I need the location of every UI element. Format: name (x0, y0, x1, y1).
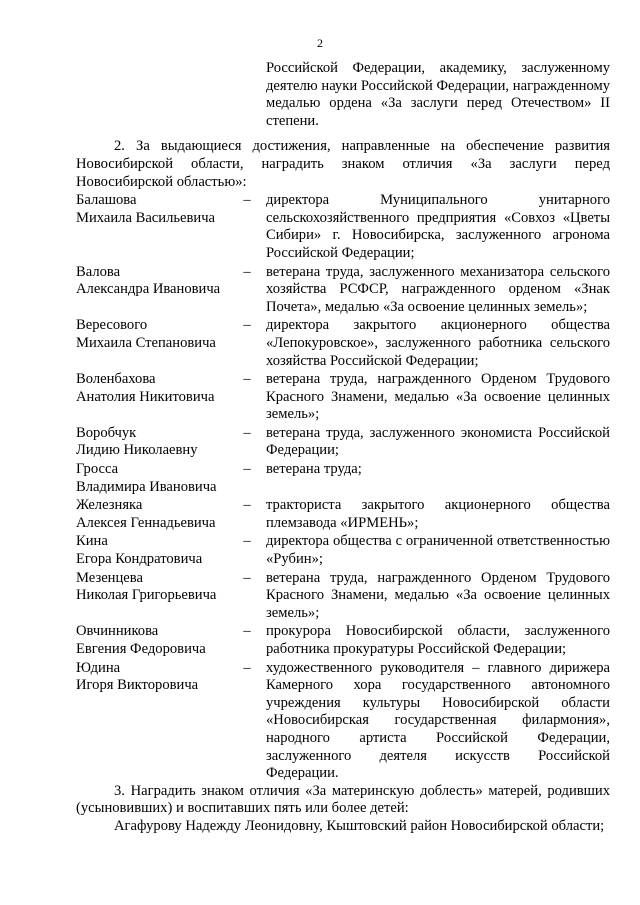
entry-dash: – (243, 192, 251, 209)
awardee-name (76, 461, 228, 496)
awardee-description: ветерана труда, заслуженного механизатора сельского хозяйства РСФСР, награжденного орденом «Знак Почета», медалью «За освоение целинных земель»; (266, 263, 610, 315)
awardee-entry (76, 623, 610, 658)
awardee-entry (76, 570, 610, 623)
awardee-name (76, 264, 228, 299)
awardee-name (76, 570, 228, 605)
entry-dash: – (243, 569, 251, 586)
awardee-name (76, 660, 228, 695)
awardee-list (76, 192, 610, 783)
awardee-description: ветерана труда, заслуженного экономиста Российской Федерации; (266, 424, 610, 459)
awardee-given-name: Михаила Васильевича (76, 209, 216, 226)
awardee-entry (76, 192, 610, 262)
awardee-given-name: Михаила Степановича (76, 334, 216, 351)
entry-dash: – (243, 317, 251, 334)
awardee-name (76, 425, 228, 460)
awardee-name (76, 371, 228, 406)
section-2-paragraph: 2. За выдающиеся достижения, направленные на обеспечение развития Новосибирской области, наградить знаком отличия «За заслуги перед Новосибирской областью»: (76, 138, 610, 190)
awardee-name (76, 317, 228, 352)
awardee-description: художественного руководителя – главного дирижера Камерного хора государственного автономного учреждения культуры Новосибирской области «Новосибирская государственная филармония», народного артиста Российской Федерации, заслуженного деятеля искусств Российской Федерации. (266, 659, 610, 782)
awardee-given-name: Алексея Геннадьевича (76, 514, 216, 531)
awardee-given-name: Лидию Николаевну (76, 442, 198, 459)
awardee-entry (76, 461, 610, 496)
awardee-entry (76, 425, 610, 460)
entry-dash: – (243, 659, 251, 676)
awardee-entry (76, 533, 610, 568)
awardee-description: прокурора Новосибирской области, заслуженного работника прокуратуры Российской Федерации; (266, 623, 610, 657)
awardee-given-name: Анатолия Никитовича (76, 388, 215, 405)
section-3-paragraph: 3. Наградить знаком отличия «За материнскую доблесть» матерей, родивших (усыновивших) и воспитавших пять или более детей: (76, 782, 610, 817)
awardee-surname: Юдина (76, 659, 121, 676)
awardee-surname: Железняка (76, 497, 143, 514)
awardee-given-name: Игоря Викторовича (76, 677, 199, 694)
awardee-surname: Балашова (76, 192, 137, 209)
awardee-given-name: Николая Григорьевича (76, 587, 217, 604)
awardee-entry (76, 317, 610, 370)
awardee-surname: Гросса (76, 461, 119, 478)
awardee-description: ветерана труда; (266, 461, 362, 478)
awardee-name (76, 623, 228, 658)
awardee-surname: Кина (76, 533, 108, 550)
entry-dash: – (243, 497, 251, 514)
awardee-description: директора общества с ограниченной ответственностью «Рубин»; (266, 533, 610, 568)
awardee-surname: Вересового (76, 317, 148, 334)
awardee-description: ветерана труда, награжденного Орденом Трудового Красного Знамени, медалью «За освоение целинных земель»; (266, 569, 610, 621)
awardee-name (76, 192, 228, 227)
awardee-surname: Воробчук (76, 424, 137, 441)
continuation-paragraph: Российской Федерации, академику, заслуженному деятелю науки Российской Федерации, награжденному медалью ордена «За заслуги перед Отечеством» II степени. (266, 60, 610, 129)
awardee-surname: Мезенцева (76, 569, 143, 586)
entry-dash: – (243, 461, 251, 478)
awardee-name (76, 533, 228, 568)
entry-dash: – (243, 424, 251, 441)
awardee-description: директора закрытого акционерного общества «Лепокуровское», заслуженного работника сельского хозяйства Российской Федерации; (266, 317, 610, 369)
awardee-given-name: Александра Ивановича (76, 281, 221, 298)
awardee-given-name: Егора Кондратовича (76, 551, 203, 568)
awardee-entry (76, 264, 610, 317)
awardee-description: тракториста закрытого акционерного общества племзавода «ИРМЕНЬ»; (266, 497, 610, 531)
awardee-surname: Валова (76, 263, 121, 280)
awardee-entry (76, 371, 610, 424)
awardee-surname: Овчинникова (76, 623, 159, 640)
document-body (76, 60, 610, 836)
awardee-description: директора Муниципального унитарного сельскохозяйственного предприятия «Совхоз «Цветы Сибири» г. Новосибирска, заслуженного агронома Российской Федерации; (266, 192, 610, 261)
awardee-entry (76, 497, 610, 532)
awardee-entry (76, 660, 610, 783)
entry-dash: – (243, 623, 251, 640)
awardee-given-name: Евгения Федоровича (76, 641, 206, 657)
page-number: 2 (317, 36, 323, 50)
awardee-name (76, 497, 228, 532)
awardee-description: ветерана труда, награжденного Орденом Трудового Красного Знамени, медалью «За освоение целинных земель»; (266, 371, 610, 423)
entry-dash: – (243, 263, 251, 280)
awardee-given-name: Владимира Ивановича (76, 478, 217, 495)
section-3-first-entry: Агафурову Надежду Леонидовну, Кыштовский район Новосибирской области; (114, 817, 605, 834)
entry-dash: – (243, 533, 251, 550)
entry-dash: – (243, 371, 251, 388)
awardee-surname: Воленбахова (76, 371, 156, 388)
